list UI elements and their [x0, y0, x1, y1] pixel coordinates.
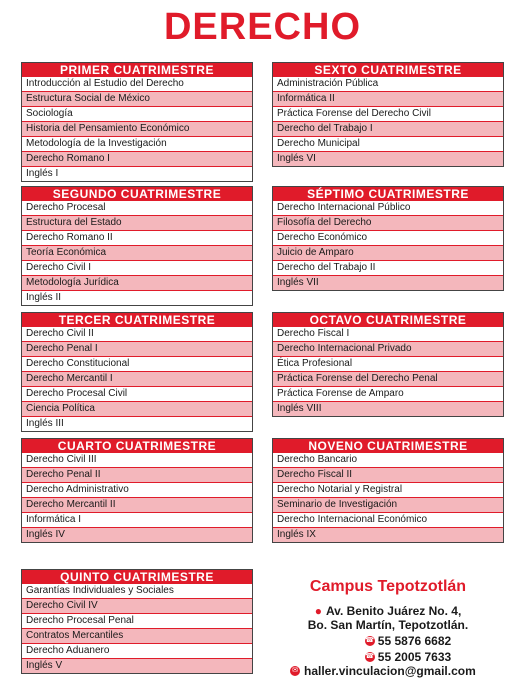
- subject-row: Garantías Individuales y Sociales: [22, 584, 252, 599]
- subject-row: Juicio de Amparo: [273, 246, 503, 261]
- subject-row: Derecho Romano I: [22, 152, 252, 167]
- subject-row: Filosofía del Derecho: [273, 216, 503, 231]
- term-header: NOVENO CUATRIMESTRE: [273, 439, 503, 453]
- term-header: OCTAVO CUATRIMESTRE: [273, 313, 503, 327]
- subject-row: Sociología: [22, 107, 252, 122]
- subject-row: Derecho Internacional Privado: [273, 342, 503, 357]
- subject-row: Derecho Procesal Civil: [22, 387, 252, 402]
- subject-row: Inglés I: [26, 168, 59, 179]
- subject-row: Derecho Romano II: [22, 231, 252, 246]
- email-address[interactable]: haller.vinculacion@gmail.com: [304, 664, 476, 678]
- subject-row: Historia del Pensamiento Económico: [22, 122, 252, 137]
- subject-row: Derecho Internacional Económico: [273, 513, 503, 528]
- subject-row: Derecho Fiscal I: [273, 327, 503, 342]
- subject-row: Derecho Bancario: [273, 453, 503, 468]
- phone-2: [278, 650, 498, 664]
- subject-row: Ética Profesional: [273, 357, 503, 372]
- page-title: DERECHO: [163, 6, 362, 48]
- location-pin-icon: ●: [314, 604, 322, 618]
- subject-row: Derecho Civil III: [22, 453, 252, 468]
- subject-row: Derecho del Trabajo II: [273, 261, 503, 276]
- subject-row: Derecho Internacional Público: [273, 201, 503, 216]
- term-header: SEGUNDO CUATRIMESTRE: [22, 187, 252, 201]
- subject-row: Derecho Civil I: [22, 261, 252, 276]
- term-header: SÉPTIMO CUATRIMESTRE: [273, 187, 503, 201]
- subject-row: Derecho Penal I: [22, 342, 252, 357]
- subject-row: Derecho Mercantil I: [22, 372, 252, 387]
- subject-row: Inglés II: [26, 292, 62, 303]
- term-box: [21, 438, 253, 543]
- subject-row: Derecho Procesal: [22, 201, 252, 216]
- term-header: CUARTO CUATRIMESTRE: [22, 439, 252, 453]
- term-box: [272, 186, 504, 291]
- term-header: PRIMER CUATRIMESTRE: [22, 63, 252, 77]
- email-icon: ✉: [290, 666, 300, 676]
- subject-row: Práctica Forense de Amparo: [273, 387, 503, 402]
- phone-1: [278, 634, 498, 648]
- campus-info: [278, 578, 498, 664]
- term-header: SEXTO CUATRIMESTRE: [273, 63, 503, 77]
- subject-row: Informática I: [22, 513, 252, 528]
- subject-row: Teoría Económica: [22, 246, 252, 261]
- subject-row: Inglés III: [26, 418, 64, 429]
- subject-row: Metodología de la Investigación: [22, 137, 252, 152]
- subject-row: Administración Pública: [273, 77, 503, 92]
- subject-row: Derecho Mercantil II: [22, 498, 252, 513]
- term-box: [272, 312, 504, 417]
- subject-row: Práctica Forense del Derecho Civil: [273, 107, 503, 122]
- term-header: TERCER CUATRIMESTRE: [22, 313, 252, 327]
- subject-row: Derecho Penal II: [22, 468, 252, 483]
- subject-row: Estructura Social de México: [22, 92, 252, 107]
- phone-number-1[interactable]: 55 5876 6682: [377, 634, 452, 648]
- subject-row: Derecho Civil IV: [22, 599, 252, 614]
- subject-row: Derecho Municipal: [273, 137, 503, 152]
- address-line-2: Bo. San Martín, Tepotzotlán.: [307, 618, 469, 632]
- subject-row: Derecho del Trabajo I: [273, 122, 503, 137]
- term-box: [21, 569, 253, 674]
- subject-row: Inglés VIII: [273, 402, 503, 416]
- term-box: [21, 312, 253, 432]
- address-2: [278, 618, 498, 632]
- term-box: [21, 62, 253, 182]
- subject-row: Derecho Económico: [273, 231, 503, 246]
- subject-row: Introducción al Estudio del Derecho: [22, 77, 252, 92]
- term-box: [272, 62, 504, 167]
- subject-row: Derecho Notarial y Registral: [273, 483, 503, 498]
- campus-name: Campus Tepotzotlán: [309, 578, 467, 595]
- subject-row: Derecho Fiscal II: [273, 468, 503, 483]
- subject-row: Ciencia Política: [22, 402, 252, 417]
- subject-row: Seminario de Investigación: [273, 498, 503, 513]
- subject-row: Derecho Constitucional: [22, 357, 252, 372]
- whatsapp-icon: ☎: [365, 653, 375, 660]
- term-box: [272, 438, 504, 543]
- subject-row: Metodología Jurídica: [22, 276, 252, 291]
- address-line-1: Av. Benito Juárez No. 4,: [325, 604, 462, 618]
- subject-row: Inglés VII: [273, 276, 503, 290]
- email-line: [290, 664, 476, 678]
- subject-row: Informática II: [273, 92, 503, 107]
- subject-row: Estructura del Estado: [22, 216, 252, 231]
- phone-number-2[interactable]: 55 2005 7633: [377, 650, 452, 664]
- subject-row: Inglés V: [22, 659, 252, 673]
- subject-row: Contratos Mercantiles: [22, 629, 252, 644]
- address: [278, 604, 498, 618]
- subject-row: Inglés IX: [273, 528, 503, 542]
- subject-row: Derecho Aduanero: [22, 644, 252, 659]
- subject-row: Derecho Procesal Penal: [22, 614, 252, 629]
- subject-row: Práctica Forense del Derecho Penal: [273, 372, 503, 387]
- subject-row: Derecho Administrativo: [22, 483, 252, 498]
- phone-icon: ☎: [365, 637, 375, 644]
- subject-row: Inglés VI: [273, 152, 503, 166]
- subject-row: Derecho Civil II: [22, 327, 252, 342]
- term-box: [21, 186, 253, 306]
- term-header: QUINTO CUATRIMESTRE: [22, 570, 252, 584]
- subject-row: Inglés IV: [22, 528, 252, 542]
